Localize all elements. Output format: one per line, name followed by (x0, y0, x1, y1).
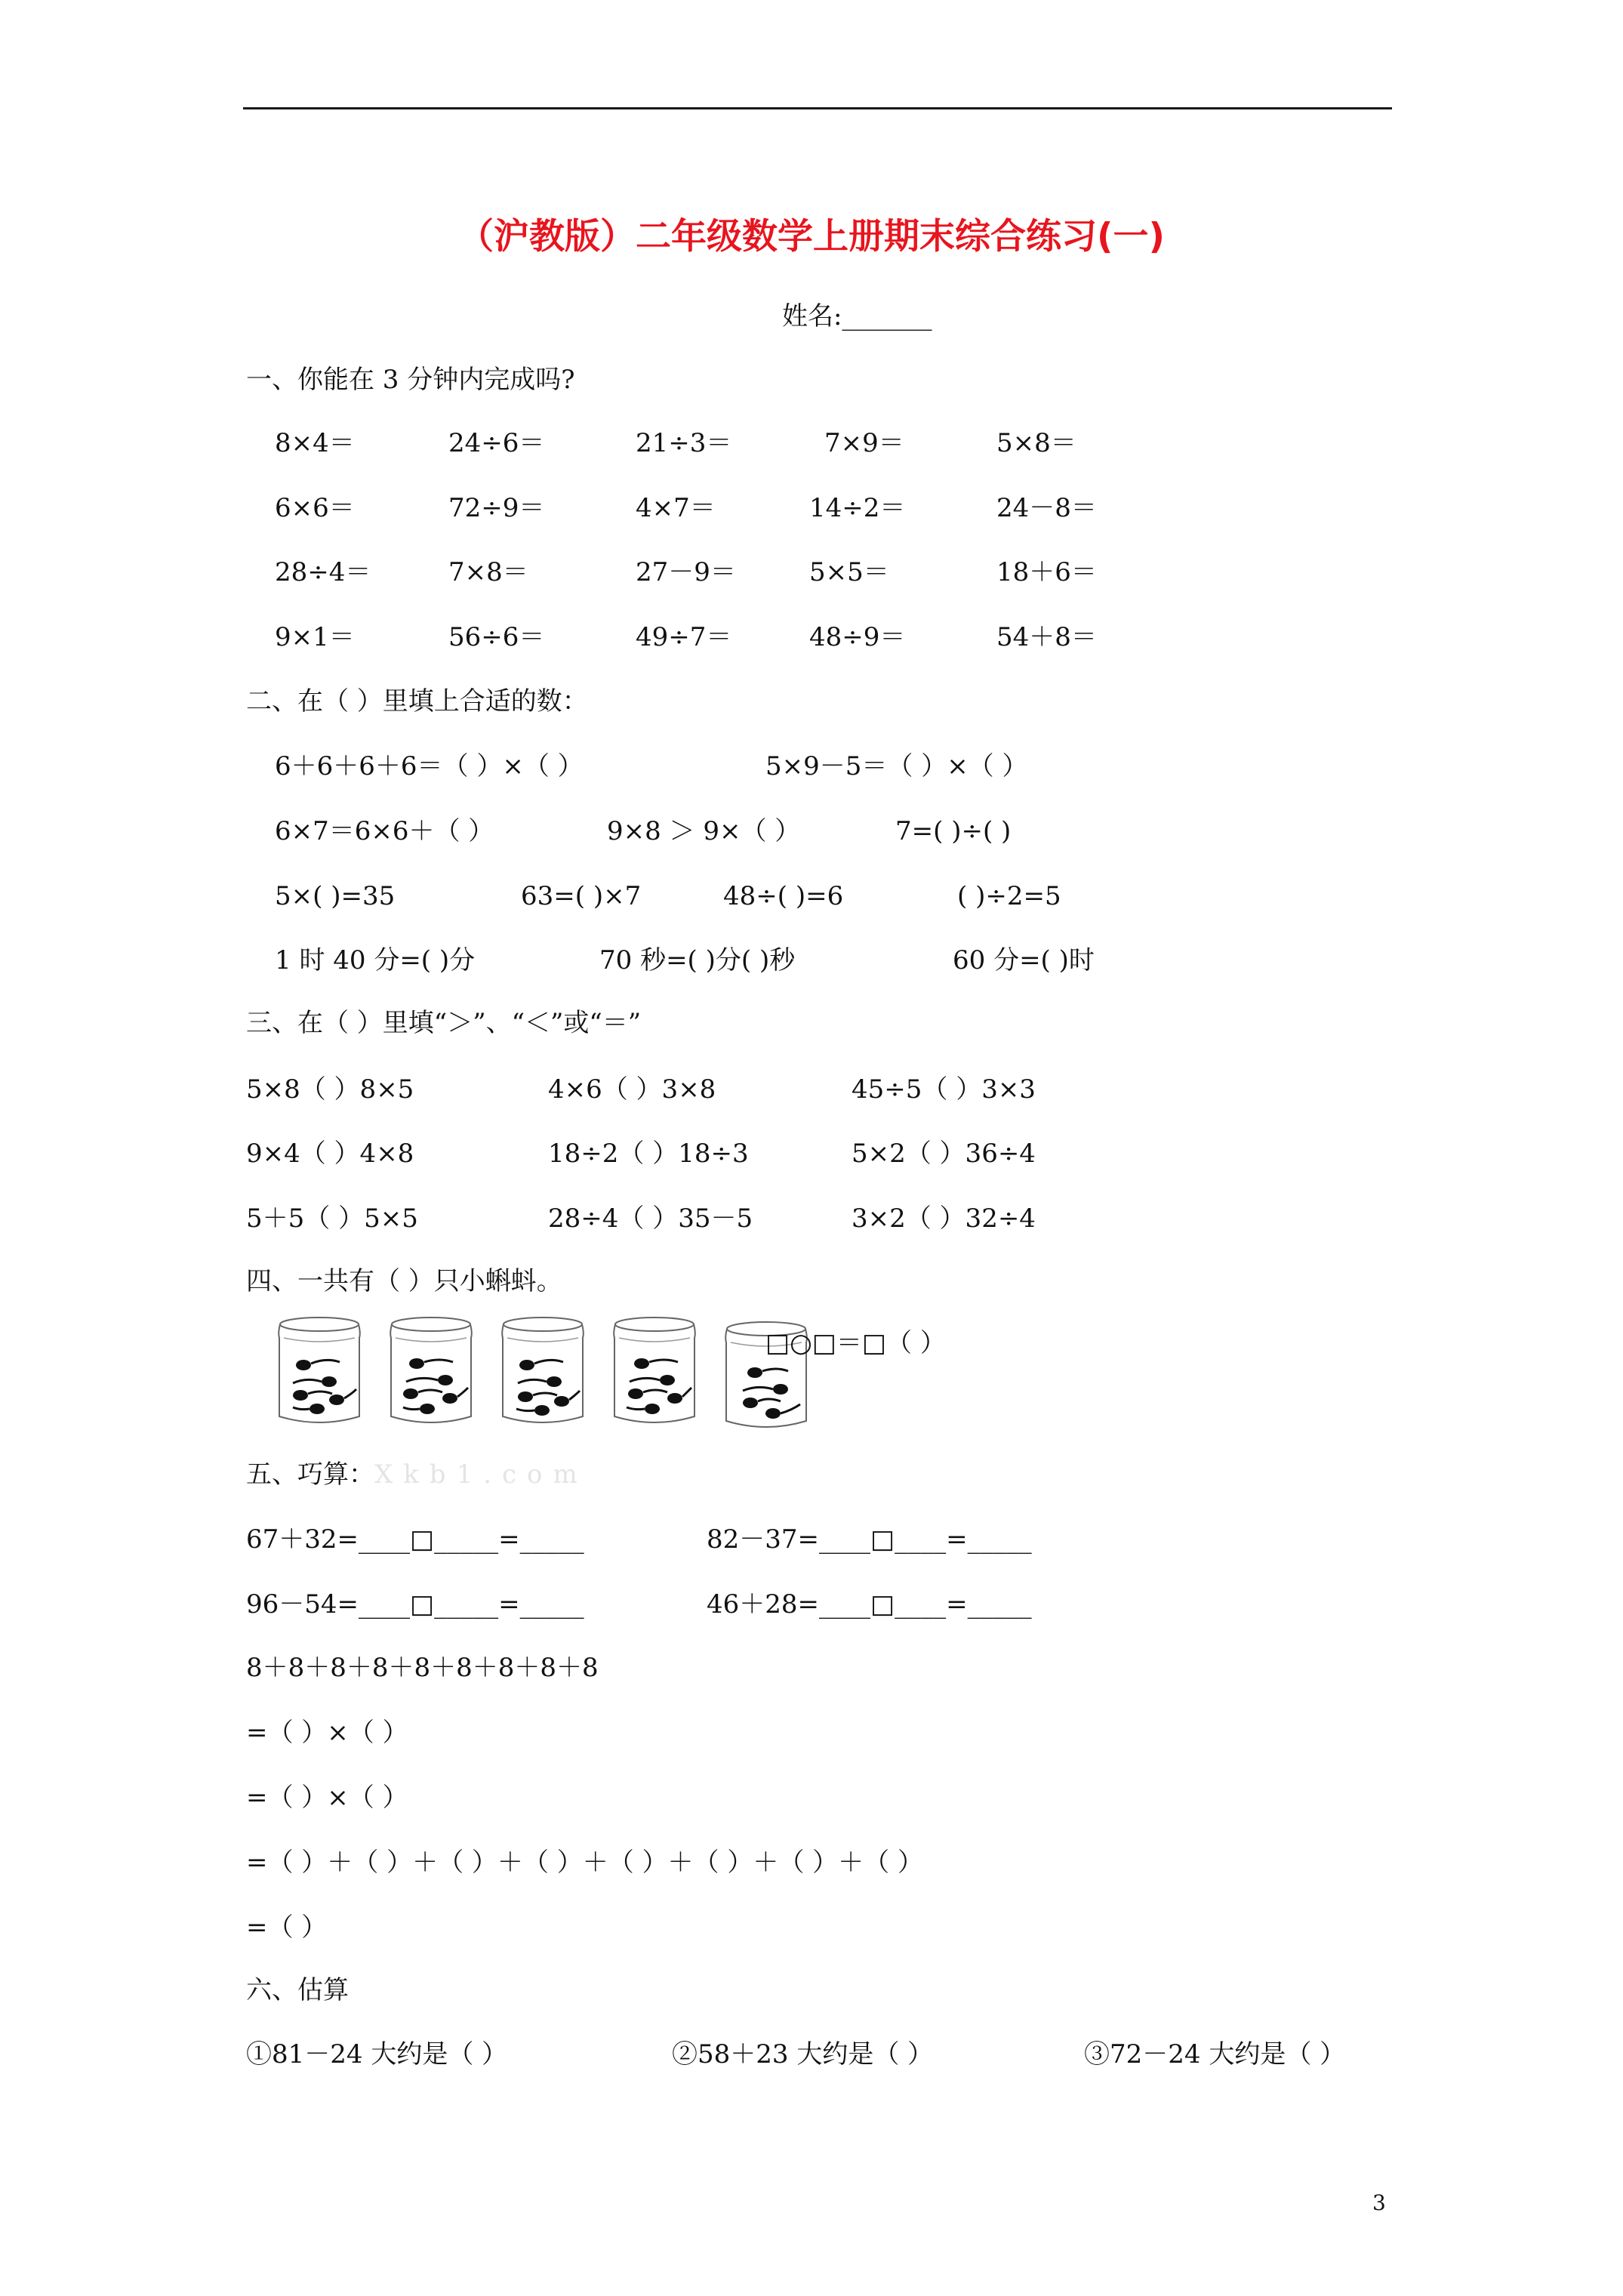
section-6-heading: 六、估算 (246, 1975, 349, 2005)
problem: ②58＋23 大约是（ ） (672, 2039, 934, 2069)
problem: 6×7＝6×6＋（ ） (275, 816, 494, 846)
section-1-heading: 一、你能在 3 分钟内完成吗? (246, 365, 575, 395)
problem: 5×8（ ）8×5 (246, 1074, 414, 1105)
problem: 56÷6＝ (448, 622, 545, 652)
problem: 46＋28=____□____=_____ (707, 1589, 1032, 1620)
section-3-heading: 三、在（ ）里填“＞”、“＜”或“＝” (246, 1008, 642, 1038)
problem: 7=( )÷( ) (895, 816, 1012, 846)
page-number: 3 (1372, 2190, 1386, 2215)
problem: 72÷9＝ (448, 493, 545, 523)
problem: 5×( )=35 (275, 881, 396, 911)
problem: 18＋6＝ (996, 557, 1097, 587)
problem: 27－9＝ (636, 557, 736, 587)
problem: 9×4（ ）4×8 (246, 1139, 414, 1169)
problem: 14÷2＝ (809, 493, 906, 523)
problem: 18÷2（ ）18÷3 (548, 1139, 749, 1169)
problem: 48÷( )=6 (723, 881, 844, 911)
tadpole-jar-image (273, 1315, 365, 1427)
problem: 28÷4（ ）35－5 (548, 1203, 753, 1234)
problem: 9×8 ＞ 9×（ ） (607, 816, 801, 846)
problem: 45÷5（ ）3×3 (852, 1074, 1036, 1105)
chain-line: =（ ）×（ ） (246, 1718, 408, 1748)
problem: 7×9＝ (824, 428, 904, 458)
section-4-heading: 四、一共有（ ）只小蝌蚪。 (246, 1266, 562, 1296)
problem: ( )÷2=5 (957, 881, 1061, 911)
problem: 24－8＝ (996, 493, 1097, 523)
problem: 67＋32=____□_____=_____ (246, 1524, 584, 1555)
section-5-heading (246, 1459, 588, 1490)
problem: 5×5＝ (809, 557, 889, 587)
chain-line: =（ ）＋（ ）＋（ ）＋（ ）＋（ ）＋（ ）＋（ ）＋（ ） (246, 1848, 923, 1878)
problem: 96－54=____□_____=_____ (246, 1589, 584, 1620)
problem: 6＋6＋6＋6＝（ ）×（ ） (275, 751, 584, 781)
chain-line: =（ ）×（ ） (246, 1783, 408, 1813)
problem: 5×9－5＝（ ）×（ ） (765, 751, 1028, 781)
problem: 4×7＝ (636, 493, 716, 523)
problem: 7×8＝ (448, 557, 528, 587)
problem: 8×4＝ (275, 428, 355, 458)
problem: 21÷3＝ (636, 428, 732, 458)
problem: ①81－24 大约是（ ） (246, 2039, 508, 2069)
problem: 4×6（ ）3×8 (548, 1074, 716, 1105)
problem: 82－37=____□____=_____ (707, 1524, 1032, 1555)
problem: ③72－24 大约是（ ） (1084, 2039, 1346, 2069)
tadpole-formula: □○□＝□（ ） (765, 1328, 946, 1358)
header-rule (243, 107, 1392, 109)
problem: 24÷6＝ (448, 428, 545, 458)
problem: 70 秒=( )分( )秒 (599, 945, 796, 975)
tadpole-jar-image (497, 1315, 589, 1427)
problem: 3×2（ ）32÷4 (852, 1203, 1036, 1234)
name-field-label: 姓名:_______ (782, 301, 932, 331)
tadpole-jar-image (385, 1315, 477, 1427)
problem: 60 分=( )时 (953, 945, 1095, 975)
problem: 5×2（ ）36÷4 (852, 1139, 1036, 1169)
problem: 6×6＝ (275, 493, 355, 523)
problem: 54＋8＝ (996, 622, 1097, 652)
tadpole-jar-image (608, 1315, 701, 1427)
problem: 63=( )×7 (521, 881, 642, 911)
problem: 5×8＝ (996, 428, 1076, 458)
problem: 5＋5（ ）5×5 (246, 1203, 418, 1234)
problem: 1 时 40 分=( )分 (275, 945, 476, 975)
problem: 9×1＝ (275, 622, 355, 652)
watermark-text: Xkb1.com (374, 1459, 588, 1490)
page-title: （沪教版）二年级数学上册期末综合练习(一) (458, 216, 1165, 257)
problem: 49÷7＝ (636, 622, 732, 652)
chain-line: 8＋8＋8＋8＋8＋8＋8＋8＋8 (246, 1653, 599, 1683)
problem: 28÷4＝ (275, 557, 371, 587)
section-5-title: 五、巧算： (246, 1459, 374, 1490)
section-2-heading: 二、在（ ）里填上合适的数： (246, 686, 588, 717)
problem: 48÷9＝ (809, 622, 906, 652)
chain-line: =（ ） (246, 1912, 328, 1943)
